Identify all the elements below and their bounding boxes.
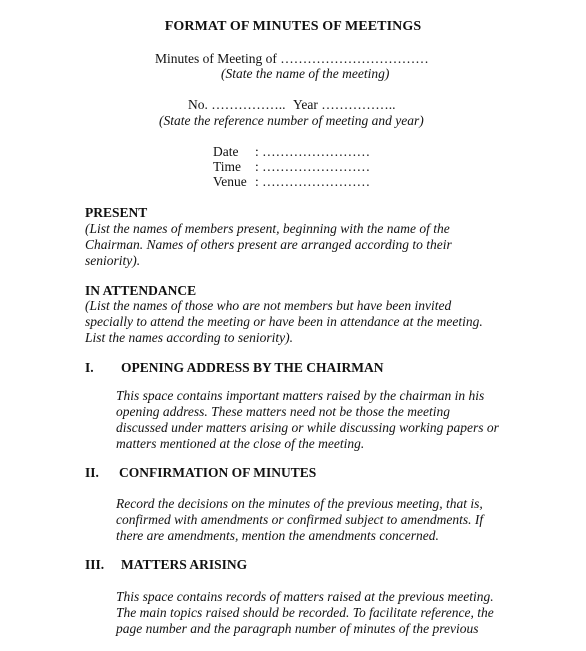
present-line: seniority). <box>85 253 141 268</box>
section-line: opening address. These matters need not be those the meeting <box>116 404 450 419</box>
present-line: Chairman. Names of others present are arranged according to their <box>85 237 452 252</box>
date-field <box>213 144 370 159</box>
section-line: matters mentioned at the close of the meeting. <box>116 436 365 451</box>
section-line: discussed under matters arising or while discussing working papers or <box>116 420 499 435</box>
section-number: II. <box>85 465 99 480</box>
section-title: OPENING ADDRESS BY THE CHAIRMAN <box>121 360 384 375</box>
date-value: : …………………… <box>255 144 371 159</box>
time-label: Time <box>213 159 242 174</box>
venue-field <box>213 174 370 189</box>
section-line: This space contains important matters raised by the chairman in his <box>116 388 485 403</box>
section-title: MATTERS ARISING <box>121 557 248 572</box>
attendance-line: List the names according to seniority). <box>85 330 293 345</box>
time-field <box>213 159 370 174</box>
venue-label: Venue <box>213 174 247 189</box>
attendance-instructions <box>85 298 565 346</box>
meeting-name-line: Minutes of Meeting of …………………………… <box>155 51 429 66</box>
meeting-number-line: No. …………….. <box>188 97 286 112</box>
present-heading: PRESENT <box>85 205 148 220</box>
reference-hint: (State the reference number of meeting and year) <box>159 113 424 128</box>
section-title: CONFIRMATION OF MINUTES <box>119 465 317 480</box>
meeting-name-hint: (State the name of the meeting) <box>221 66 390 81</box>
attendance-line: (List the names of those who are not members but have been invited <box>85 298 452 313</box>
meeting-year-line: Year …………….. <box>293 97 396 112</box>
time-value: : …………………… <box>255 159 371 174</box>
present-line: (List the names of members present, beginning with the name of the <box>85 221 450 236</box>
section-number: III. <box>85 557 105 572</box>
section-line: there are amendments, mention the amendments concerned. <box>116 528 439 543</box>
section-line: This space contains records of matters raised at the previous meeting. <box>116 589 494 604</box>
section-line: Record the decisions on the minutes of the previous meeting, that is, <box>116 496 483 511</box>
section-line: The main topics raised should be recorded. To facilitate reference, the <box>116 605 494 620</box>
attendance-line: specially to attend the meeting or have been in attendance at the meeting. <box>85 314 483 329</box>
venue-value: : …………………… <box>255 174 371 189</box>
meeting-details <box>213 144 370 189</box>
attendance-heading: IN ATTENDANCE <box>85 283 197 298</box>
section-body <box>116 496 566 544</box>
section-heading <box>85 465 316 481</box>
document-title: FORMAT OF MINUTES OF MEETINGS <box>164 19 422 34</box>
section-heading <box>85 360 384 376</box>
section-line: page number and the paragraph number of minutes of the previous <box>116 621 479 636</box>
section-body <box>116 589 566 637</box>
section-body <box>116 388 566 452</box>
present-instructions <box>85 221 555 269</box>
section-number: I. <box>85 360 94 375</box>
date-label: Date <box>213 144 239 159</box>
section-heading <box>85 557 247 573</box>
section-line: confirmed with amendments or confirmed subject to amendments. If <box>116 512 484 527</box>
